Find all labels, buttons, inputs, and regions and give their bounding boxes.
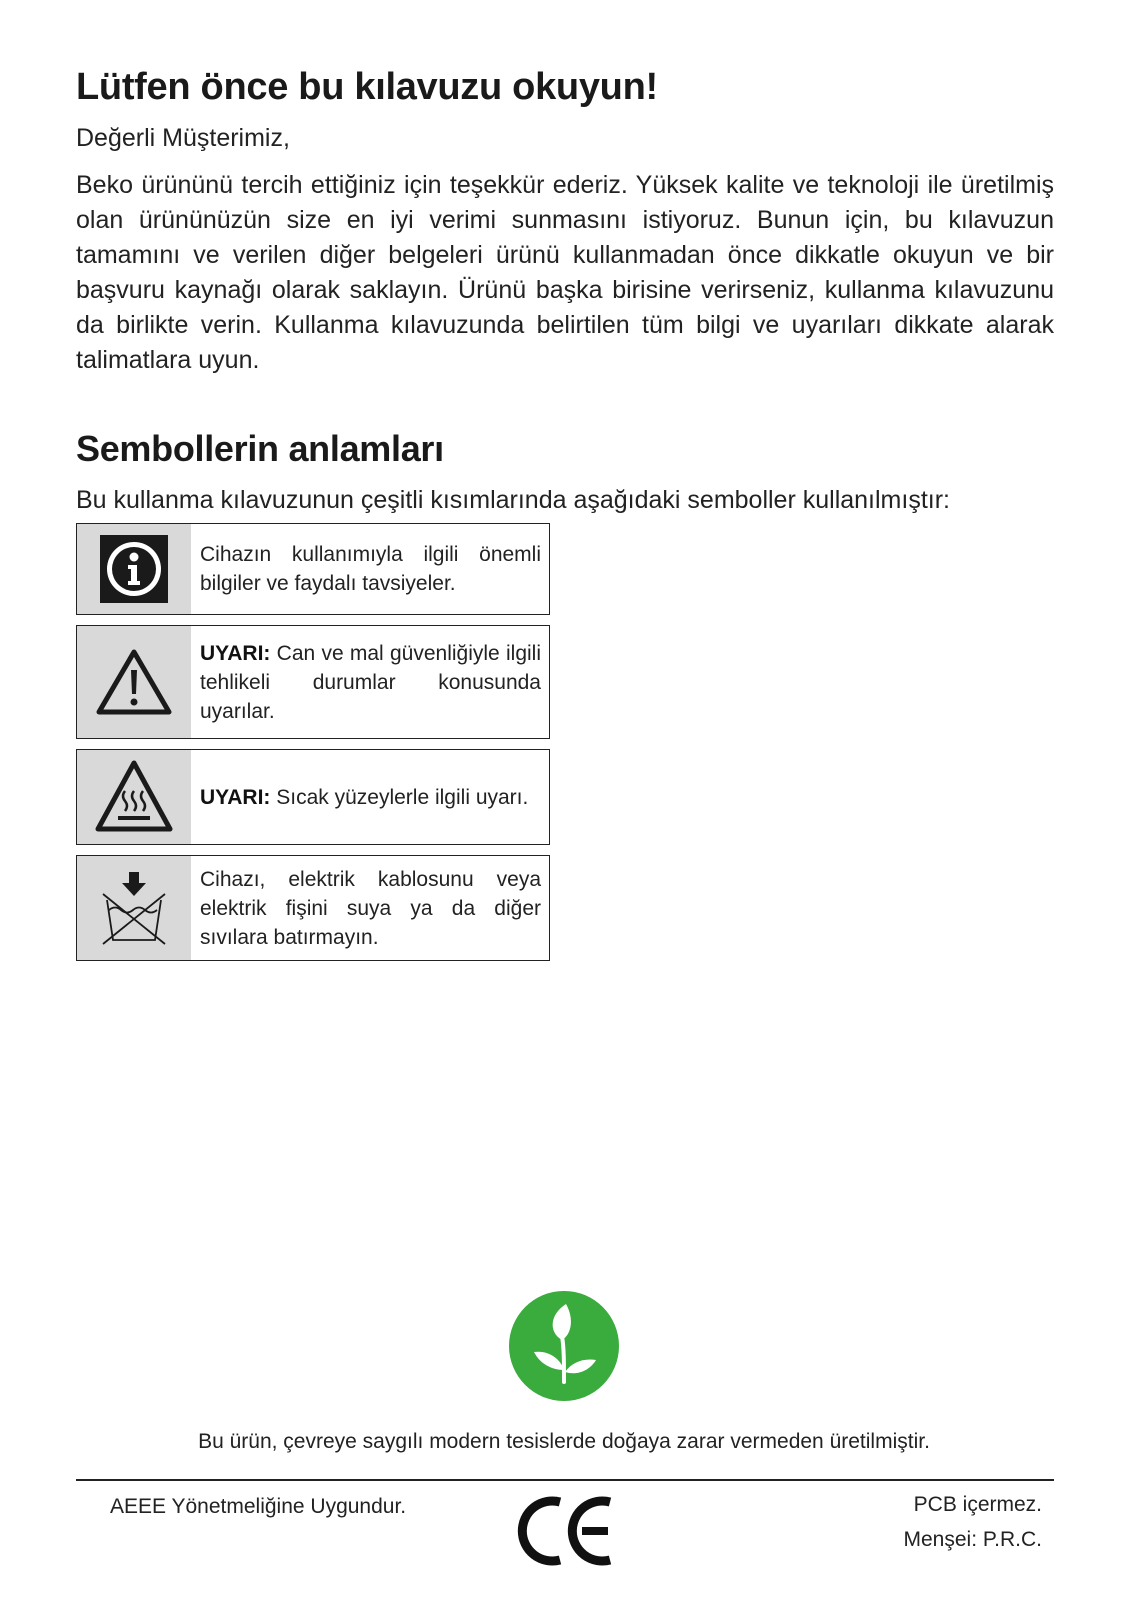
do-not-immerse-icon	[77, 856, 191, 960]
ce-mark-icon	[516, 1494, 616, 1568]
origin-statement: Menşei: P.R.C.	[903, 1528, 1042, 1551]
intro-paragraph: Beko ürününü tercih ettiğiniz için teşekkür ederiz. Yüksek kalite ve teknoloji ile üretilmiş olan ürününüzün size en iyi verimi sunmasını istiyoruz. Bunun için, bu kılavuzun tamamını ve verilen diğer belgeleri ürünü kullanmadan önce dikkatle okuyun ve bir başvuru kaynağı olarak saklayın. Ürünü başka birisine verirseniz, kullanma kılavuzunu da birlikte verin. Kullanma kılavuzunda belirtilen tüm bilgi ve uyarıları dikkate alarak talimatlara uyun.	[76, 171, 1054, 374]
symbol-text-warning	[191, 626, 549, 738]
pcb-statement: PCB içermez.	[913, 1493, 1042, 1516]
symbol-prefix: UYARI:	[200, 641, 271, 665]
symbol-description: Cihazı, elektrik kablosunu veya elektrik fişini suya ya da diğer sıvılara batırmayın.	[200, 867, 541, 949]
symbol-description: Cihazın kullanımıyla ilgili önemli bilgiler ve faydalı tavsiyeler.	[200, 543, 541, 595]
symbol-text-info	[191, 524, 549, 614]
symbol-text-hot-surface	[191, 750, 549, 844]
symbol-row-info	[76, 523, 550, 615]
symbol-row-do-not-immerse	[76, 855, 550, 961]
symbol-text-do-not-immerse	[191, 856, 549, 960]
symbol-row-warning	[76, 625, 550, 739]
symbols-heading: Sembollerin anlamları	[76, 428, 444, 469]
symbol-description: Sıcak yüzeylerle ilgili uyarı.	[270, 785, 529, 809]
page-title: Lütfen önce bu kılavuzu okuyun!	[76, 66, 658, 108]
footer-divider	[76, 1479, 1054, 1481]
eco-statement: Bu ürün, çevreye saygılı modern tesislerde doğaya zarar vermeden üretilmiştir.	[198, 1430, 930, 1453]
leaf-icon	[508, 1290, 620, 1402]
hot-surface-icon	[77, 750, 191, 844]
aeee-compliance: AEEE Yönetmeliğine Uygundur.	[110, 1495, 407, 1518]
symbol-prefix: UYARI:	[200, 785, 271, 809]
greeting: Değerli Müşterimiz,	[76, 124, 290, 152]
symbol-row-hot-surface	[76, 749, 550, 845]
warning-triangle-icon	[77, 626, 191, 738]
info-icon	[77, 524, 191, 614]
symbols-intro: Bu kullanma kılavuzunun çeşitli kısımlarında aşağıdaki semboller kullanılmıştır:	[76, 486, 950, 514]
symbol-description: Can ve mal güvenliğiyle ilgili tehlikeli durumlar konusunda uyarılar.	[200, 641, 541, 723]
